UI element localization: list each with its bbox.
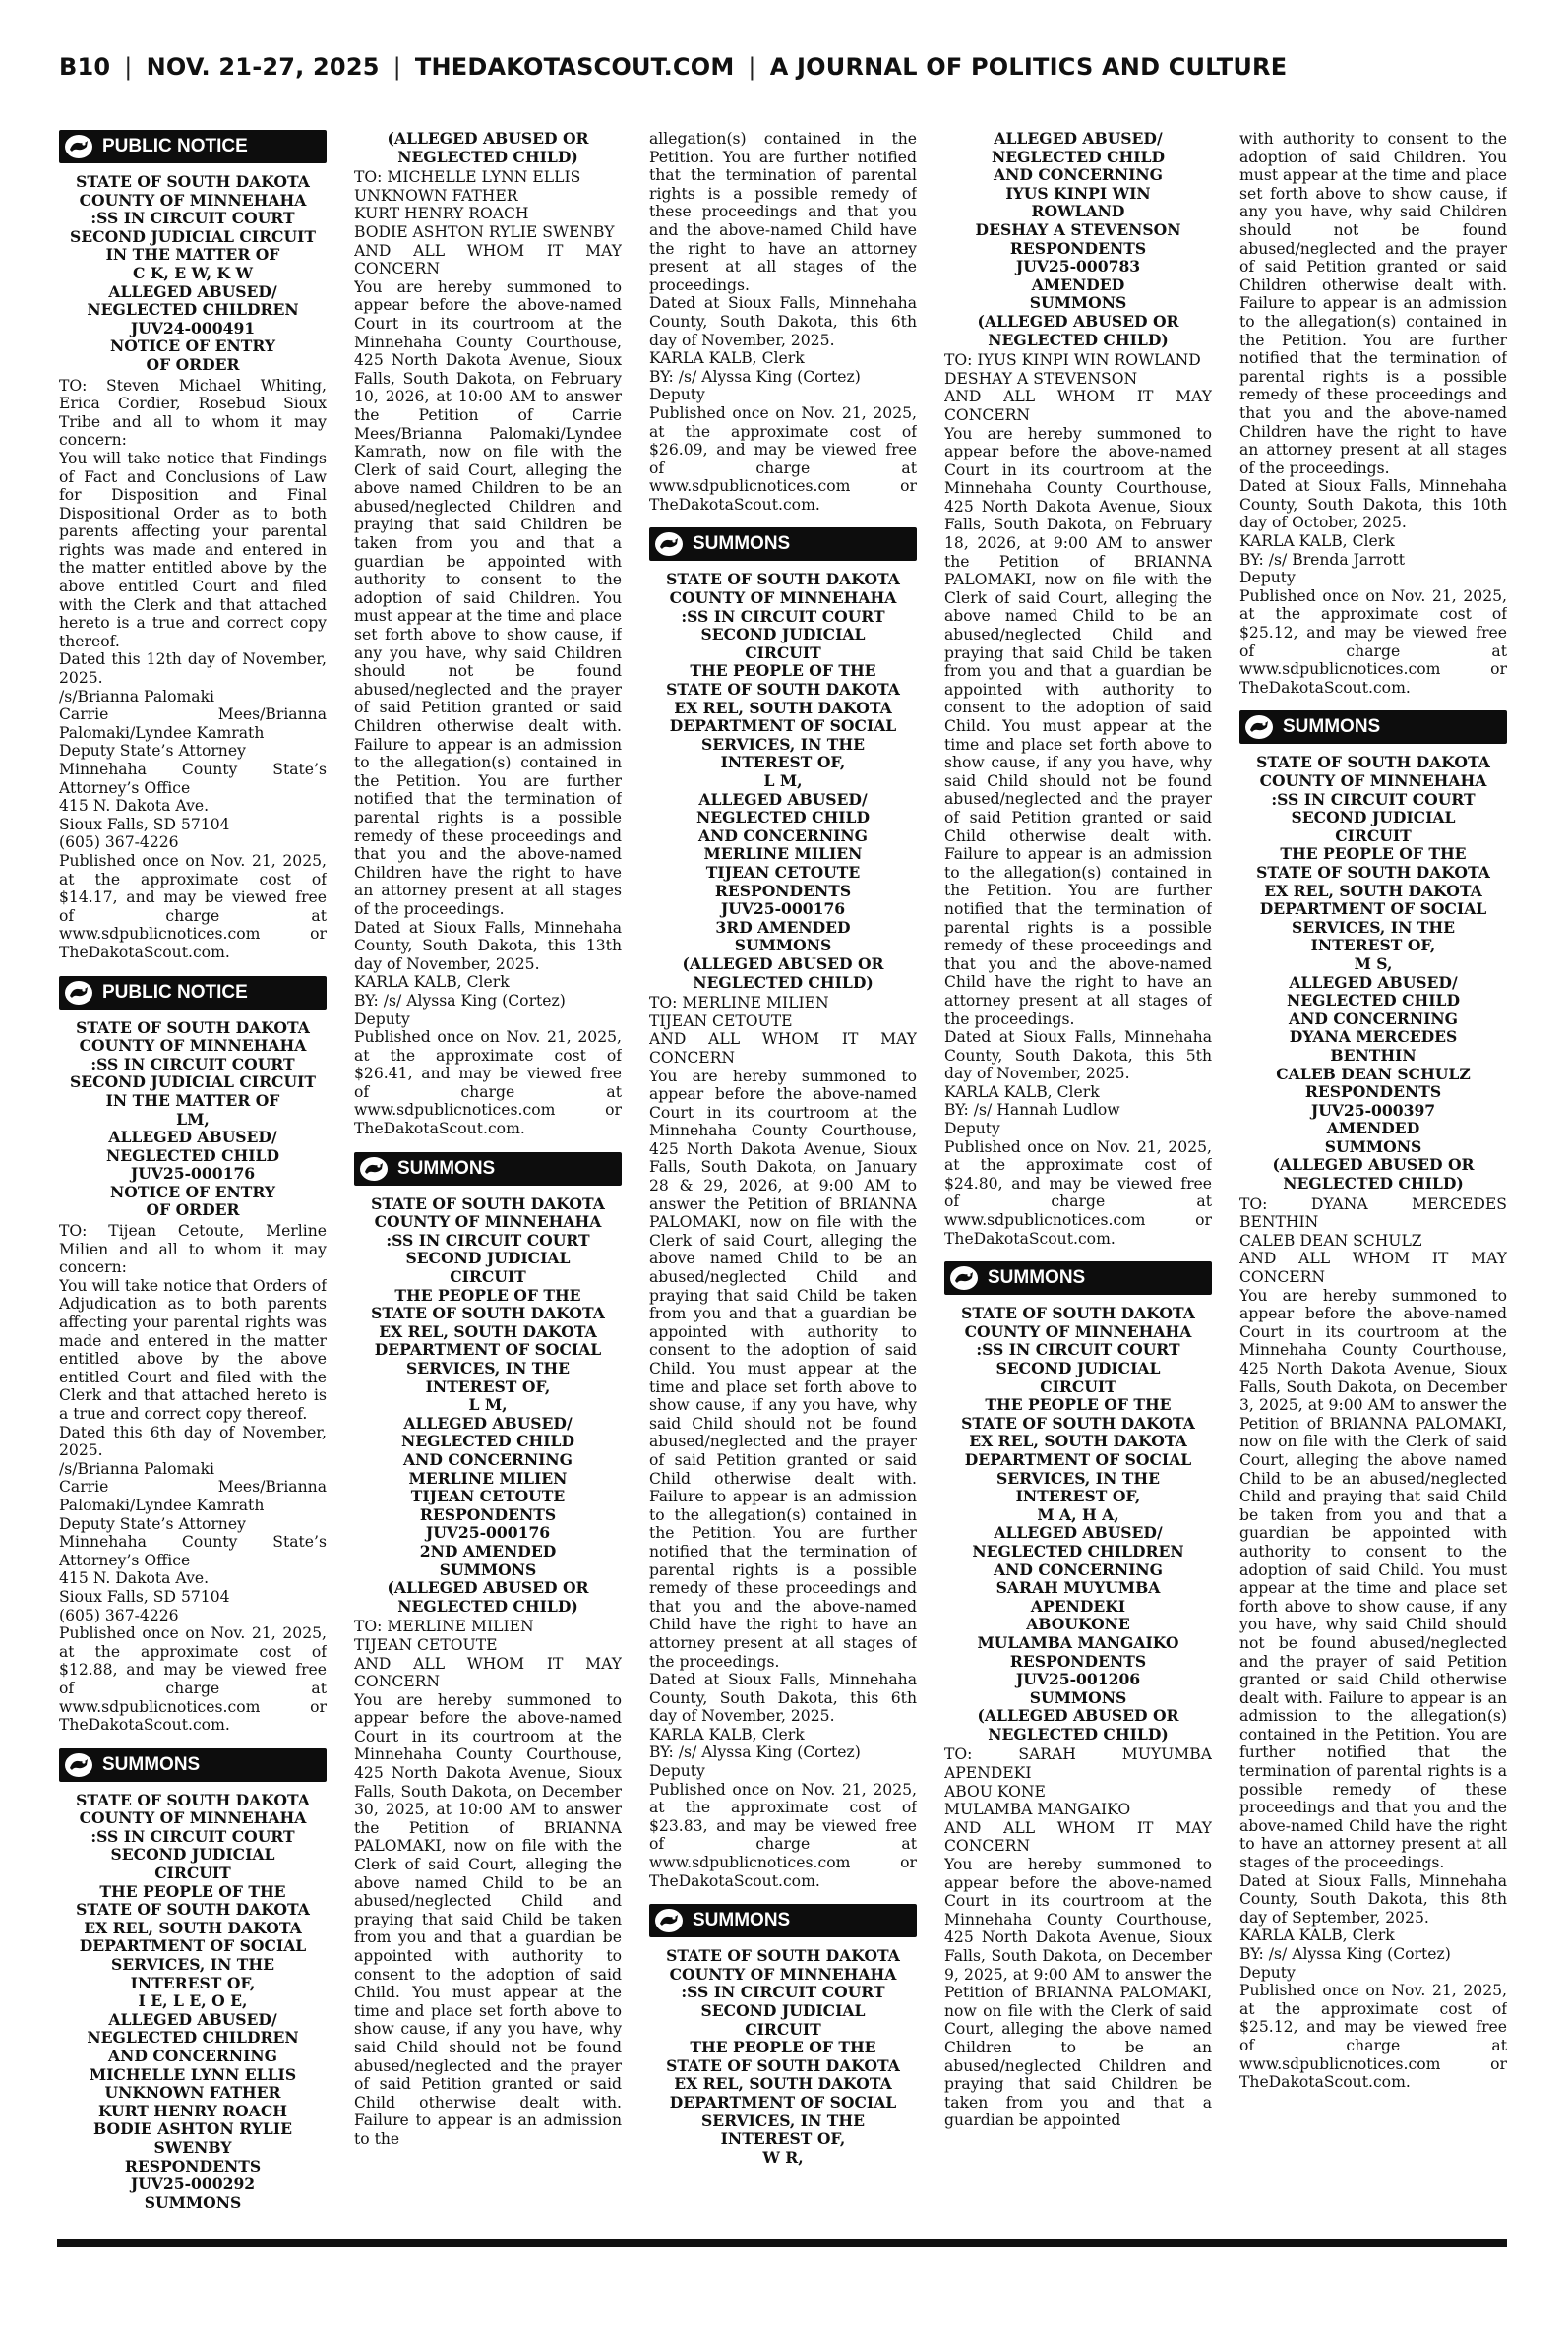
notice-body: TO: SARAH MUYUMBA APENDEKI ABOU KONE MULAMBA MANGAIKO AND ALL WHOM IT MAY CONCERN You are hereby summoned to appear before the above-named Court in its courtroom at the Minnehaha County Courthouse, 425 North Dakota Avenue, Sioux Falls, South Dakota, on December 9, 2025, at 9:00 AM to answer the Petition of BRIANNA PALOMAKI, now on file with the Clerk of said Court, alleging the above named Children to be an abused/neglected Children and praying that said Children be taken from you and that a guardian be appointed — [944, 1745, 1212, 2130]
notice-caption: STATE OF SOUTH DAKOTA COUNTY OF MINNEHAHA :SS IN CIRCUIT COURT SECOND JUDICIAL CIRCUIT THE PEOPLE OF THE STATE OF SOUTH DAKOTA EX REL, SOUTH DAKOTA DEPARTMENT OF SOCIAL SERVICES, IN THE INTEREST OF, L M, ALLEGED ABUSED/ NEGLECTED CHILD AND CONCERNING MERLINE MILIEN TIJEAN CETOUTE RESPONDENTS JUV25-000176 3RD AMENDED SUMMONS (ALLEGED ABUSED OR NEGLECTED CHILD) — [666, 570, 900, 992]
legal-notice — [59, 976, 327, 1735]
legal-notice — [59, 130, 327, 962]
notice-header — [944, 1261, 1212, 1295]
legal-notice — [59, 1748, 327, 2213]
notice-caption: ALLEGED ABUSED/ NEGLECTED CHILD AND CONCERNING IYUS KINPI WIN ROWLAND DESHAY A STEVENSON RESPONDENTS JUV25-000783 AMENDED SUMMONS (ALLEGED ABUSED OR NEGLECTED CHILD) — [975, 130, 1181, 349]
notice-caption: STATE OF SOUTH DAKOTA COUNTY OF MINNEHAHA :SS IN CIRCUIT COURT SECOND JUDICIAL CIRCUIT THE PEOPLE OF THE STATE OF SOUTH DAKOTA EX REL, SOUTH DAKOTA DEPARTMENT OF SOCIAL SERVICES, IN THE INTEREST OF, M S, ALLEGED ABUSED/ NEGLECTED CHILD AND CONCERNING DYANA MERCEDES BENTHIN CALEB DEAN SCHULZ RESPONDENTS JUV25-000397 AMENDED SUMMONS (ALLEGED ABUSED OR NEGLECTED CHILD) — [1256, 753, 1490, 1193]
notice-body: TO: Tijean Cetoute, Merline Milien and all to whom it may concern: You will take notice that Orders of Adjudication as to both parents affecting your parental rights was made and entered in the matter entitled above by the above entitled Court and filed with the Clerk and that attached hereto is a true and correct copy thereof. Dated this 6th day of November, 2025. /s/Brianna Palomaki Carrie Mees/Brianna Palomaki/Lyndee Kamrath Deputy State’s Attorney Minnehaha County State’s Attorney’s Office 415 N. Dakota Ave. Sioux Falls, SD 57104 (605) 367-4226 Published once on Nov. 21, 2025, at the approximate cost of $12.88, and may be viewed free of charge at www.sdpublicnotices.com or TheDakotaScout.com. — [59, 1222, 327, 1735]
notice-body: TO: IYUS KINPI WIN ROWLAND DESHAY A STEVENSON AND ALL WHOM IT MAY CONCERN You are hereby summoned to appear before the above-named Court in its courtroom at the Minnehaha County Courthouse, 425 North Dakota Avenue, Sioux Falls, South Dakota, on February 18, 2026, at 9:00 AM to answer the Petition of BRIANNA PALOMAKI, now on file with the Clerk of said Court, alleging the above named Child to be an abused/neglected Child and praying that said Child be taken from you and that a guardian be appointed with authority to consent to the adoption of said Child. You must appear at the time and place set forth above to show cause, if any you have, why said Child should not be found abused/neglected and the prayer of said Petition granted or said Child otherwise dealt with. Failure to appear is an admission to the allegation(s) contained in the Petition. You are further notified that the termination of parental rights is a possible remedy of these proceedings and that you and the above-named Child have the right to have an attorney present at all stages of the proceedings. Dated at Sioux Falls, Minnehaha County, South Dakota, this 5th day of November, 2025. KARLA KALB, Clerk BY: /s/ Hannah Ludlow Deputy Published once on Nov. 21, 2025, at the approximate cost of $24.80, and may be viewed free of charge at www.sdpublicnotices.com or TheDakotaScout.com. — [944, 351, 1212, 1248]
notice-header-label: SUMMONS — [102, 1753, 201, 1775]
notice-caption: STATE OF SOUTH DAKOTA COUNTY OF MINNEHAHA :SS IN CIRCUIT COURT SECOND JUDICIAL CIRCUIT IN THE MATTER OF C K, E W, K W ALLEGED ABUSED/ NEGLECTED CHILDREN JUV24-000491 NOTICE OF ENTRY OF ORDER — [70, 172, 316, 374]
page-number: B10 — [59, 53, 111, 81]
tagline: A JOURNAL OF POLITICS AND CULTURE — [769, 53, 1288, 81]
notice-caption: (ALLEGED ABUSED OR NEGLECTED CHILD) — [387, 130, 589, 166]
scout-logo-icon — [944, 1261, 984, 1295]
notice-header-label: SUMMONS — [988, 1267, 1086, 1289]
masthead-separator: | — [124, 53, 133, 81]
scout-logo-icon — [59, 130, 98, 163]
notice-header-label: SUMMONS — [1283, 716, 1381, 738]
notice-header-label: SUMMONS — [693, 1910, 791, 1931]
column-5 — [1239, 130, 1507, 2224]
notice-header — [649, 527, 917, 561]
notice-columns — [59, 130, 1507, 2224]
notice-caption: STATE OF SOUTH DAKOTA COUNTY OF MINNEHAHA :SS IN CIRCUIT COURT SECOND JUDICIAL CIRCUIT THE PEOPLE OF THE STATE OF SOUTH DAKOTA EX REL, SOUTH DAKOTA DEPARTMENT OF SOCIAL SERVICES, IN THE INTEREST OF, M A, H A, ALLEGED ABUSED/ NEGLECTED CHILDREN AND CONCERNING SARAH MUYUMBA APENDEKI ABOUKONE MULAMBA MANGAIKO RESPONDENTS JUV25-001206 SUMMONS (ALLEGED ABUSED OR NEGLECTED CHILD) — [961, 1304, 1195, 1744]
site-link[interactable]: THEDAKOTASCOUT.COM — [414, 53, 735, 81]
scout-logo-icon — [649, 527, 689, 561]
notice-body: TO: MERLINE MILIEN TIJEAN CETOUTE AND ALL WHOM IT MAY CONCERN You are hereby summoned to appear before the above-named Court in its courtroom at the Minnehaha County Courthouse, 425 North Dakota Avenue, Sioux Falls, South Dakota, on January 28 & 29, 2026, at 9:00 AM to answer the Petition of BRIANNA PALOMAKI, now on file with the Clerk of said Court, alleging the above named Child to be an abused/neglected Child and praying that said Child be taken from you and that a guardian be appointed with authority to consent to the adoption of said Child. You must appear at the time and place set forth above to show cause, if any you have, why said Child should not be found abused/neglected and the prayer of said Petition granted or said Child otherwise dealt with. Failure to appear is an admission to the allegation(s) contained in the Petition. You are further notified that the termination of parental rights is a possible remedy of these proceedings and that you and the above-named Child have the right to have an attorney present at all stages of the proceedings. Dated at Sioux Falls, Minnehaha County, South Dakota, this 6th day of November, 2025. KARLA KALB, Clerk BY: /s/ Alyssa King (Cortez) Deputy Published once on Nov. 21, 2025, at the approximate cost of $23.83, and may be viewed free of charge at www.sdpublicnotices.com or TheDakotaScout.com. — [649, 994, 917, 1890]
scout-logo-icon — [59, 976, 98, 1010]
column-3 — [649, 130, 917, 2224]
notice-body: TO: MICHELLE LYNN ELLIS UNKNOWN FATHER KURT HENRY ROACH BODIE ASHTON RYLIE SWENBY AND ALL WHOM IT MAY CONCERN You are hereby summoned to appear before the above-named Court in its courtroom at the Minnehaha County Courthouse, 425 North Dakota Avenue, Sioux Falls, South Dakota, on February 10, 2026, at 10:00 AM to answer the Petition of Carrie Mees/Brianna Palomaki/Lyndee Kamrath, now on file with the Clerk of said Court, alleging the above named Children to be an abused/neglected Children and praying that said Children be taken from you and that a guardian be appointed with authority to consent to the adoption of said Children. You must appear at the time and place set forth above to show cause, if any you have, why said Children should not be found abused/neglected and the prayer of said Petition granted or said Children otherwise dealt with. Failure to appear is an admission to the allegation(s) contained in the Petition. You are further notified that the termination of parental rights is a possible remedy of these proceedings and that you and the above-named Children have the right to have an attorney present at all stages of the proceedings. Dated at Sioux Falls, Minnehaha County, South Dakota, this 13th day of November, 2025. KARLA KALB, Clerk BY: /s/ Alyssa King (Cortez) Deputy Published once on Nov. 21, 2025, at the approximate cost of $26.41, and may be viewed free of charge at www.sdpublicnotices.com or TheDakotaScout.com. — [354, 168, 622, 1138]
column-4 — [944, 130, 1212, 2224]
notice-body: TO: Steven Michael Whiting, Erica Cordier, Rosebud Sioux Tribe and all to whom it may concern: You will take notice that Findings of Fact and Conclusions of Law for Disposition and Final Dispositional Order as to both parents affecting your parental rights was made and entered in the matter entitled above by the above entitled Court and filed with the Clerk and that attached hereto is a true and correct copy thereof. Dated this 12th day of November, 2025. /s/Brianna Palomaki Carrie Mees/Brianna Palomaki/Lyndee Kamrath Deputy State’s Attorney Minnehaha County State’s Attorney’s Office 415 N. Dakota Ave. Sioux Falls, SD 57104 (605) 367-4226 Published once on Nov. 21, 2025, at the approximate cost of $14.17, and may be viewed free of charge at www.sdpublicnotices.com or TheDakotaScout.com. — [59, 376, 327, 961]
notice-body: TO: MERLINE MILIEN TIJEAN CETOUTE AND ALL WHOM IT MAY CONCERN You are hereby summoned to appear before the above-named Court in its courtroom at the Minnehaha County Courthouse, 425 North Dakota Avenue, Sioux Falls, South Dakota, on December 30, 2025, at 10:00 AM to answer the Petition of BRIANNA PALOMAKI, now on file with the Clerk of said Court, alleging the above named Child to be an abused/neglected Child and praying that said Child be taken from you and that a guardian be appointed with authority to consent to the adoption of said Child. You must appear at the time and place set forth above to show cause, if any you have, why said Child should not be found abused/neglected and the prayer of said Petition granted or said Child otherwise dealt with. Failure to appear is an admission to the — [354, 1618, 622, 2148]
scout-logo-icon — [59, 1748, 98, 1782]
notice-caption: STATE OF SOUTH DAKOTA COUNTY OF MINNEHAHA :SS IN CIRCUIT COURT SECOND JUDICIAL CIRCUIT THE PEOPLE OF THE STATE OF SOUTH DAKOTA EX REL, SOUTH DAKOTA DEPARTMENT OF SOCIAL SERVICES, IN THE INTEREST OF, L M, ALLEGED ABUSED/ NEGLECTED CHILD AND CONCERNING MERLINE MILIEN TIJEAN CETOUTE RESPONDENTS JUV25-000176 2ND AMENDED SUMMONS (ALLEGED ABUSED OR NEGLECTED CHILD) — [371, 1193, 605, 1616]
notice-header — [354, 1152, 622, 1186]
notice-header-label: PUBLIC NOTICE — [102, 136, 248, 156]
notice-header-label: SUMMONS — [693, 533, 791, 555]
notice-header — [1239, 710, 1507, 744]
notice-caption: STATE OF SOUTH DAKOTA COUNTY OF MINNEHAHA :SS IN CIRCUIT COURT SECOND JUDICIAL CIRCUIT THE PEOPLE OF THE STATE OF SOUTH DAKOTA EX REL, SOUTH DAKOTA DEPARTMENT OF SOCIAL SERVICES, IN THE INTEREST OF, I E, L E, O E, ALLEGED ABUSED/ NEGLECTED CHILDREN AND CONCERNING MICHELLE LYNN ELLIS UNKNOWN FATHER KURT HENRY ROACH BODIE ASHTON RYLIE SWENBY RESPONDENTS JUV25-000292 SUMMONS — [76, 1790, 310, 2212]
notice-header — [59, 976, 327, 1010]
column-2 — [354, 130, 622, 2224]
legal-notice — [354, 1152, 622, 2149]
legal-notice — [649, 130, 917, 514]
masthead-separator: | — [748, 53, 756, 81]
issue-date: NOV. 21-27, 2025 — [146, 53, 380, 81]
notice-caption: STATE OF SOUTH DAKOTA COUNTY OF MINNEHAHA :SS IN CIRCUIT COURT SECOND JUDICIAL CIRCUIT THE PEOPLE OF THE STATE OF SOUTH DAKOTA EX REL, SOUTH DAKOTA DEPARTMENT OF SOCIAL SERVICES, IN THE INTEREST OF, W R, — [666, 1946, 900, 2167]
masthead-separator: | — [392, 53, 401, 81]
notice-header — [59, 130, 327, 163]
notice-header — [649, 1904, 917, 1937]
bottom-rule — [57, 2239, 1507, 2247]
notice-header-label: PUBLIC NOTICE — [102, 981, 248, 1003]
scout-logo-icon — [354, 1152, 393, 1186]
legal-notice — [649, 527, 917, 1890]
legal-notice — [944, 1261, 1212, 2130]
legal-notice — [354, 130, 622, 1138]
notice-header — [59, 1748, 327, 1782]
scout-logo-icon — [1239, 710, 1279, 744]
legal-notice — [649, 1904, 917, 2167]
legal-notice — [1239, 710, 1507, 2091]
notice-body: TO: DYANA MERCEDES BENTHIN CALEB DEAN SCHULZ AND ALL WHOM IT MAY CONCERN You are hereby summoned to appear before the above-named Court in its courtroom at the Minnehaha County Courthouse, 425 North Dakota Avenue, Sioux Falls, South Dakota, on December 3, 2025, at 9:00 AM to answer the Petition of BRIANNA PALOMAKI, now on file with the Clerk of said Court, alleging the above named Child to be an abused/neglected Child and praying that said Child be taken from you and that a guardian be appointed with authority to consent to the adoption of said Child. You must appear at the time and place set forth above to show cause, if any you have, why said Child should not be found abused/neglected and the prayer of said Petition granted or said Child otherwise dealt with. Failure to appear is an admission to the allegation(s) contained in the Petition. You are further notified that the termination of parental rights is a possible remedy of these proceedings and that you and the above-named Child have the right to have an attorney present at all stages of the proceedings. Dated at Sioux Falls, Minnehaha County, South Dakota, this 8th day of September, 2025. KARLA KALB, Clerk BY: /s/ Alyssa King (Cortez) Deputy Published once on Nov. 21, 2025, at the approximate cost of $25.12, and may be viewed free of charge at www.sdpublicnotices.com or TheDakotaScout.com. — [1239, 1194, 1507, 2092]
legal-notice — [944, 130, 1212, 1248]
column-1 — [59, 130, 327, 2224]
masthead — [59, 47, 1515, 87]
notice-header-label: SUMMONS — [397, 1157, 496, 1179]
notice-body: with authority to consent to the adoption of said Children. You must appear at the time and place set forth above to show cause, if any you have, why said Children should not be found abused/neglected and the prayer of said Petition granted or said Children otherwise dealt with. Failure to appear is an admission to the allegation(s) contained in the Petition. You are further notified that the termination of parental rights is a possible remedy of these proceedings and that you and the above-named Children have the right to have an attorney present at all stages of the proceedings. Dated at Sioux Falls, Minnehaha County, South Dakota, this 10th day of October, 2025. KARLA KALB, Clerk BY: /s/ Brenda Jarrott Deputy Published once on Nov. 21, 2025, at the approximate cost of $25.12, and may be viewed free of charge at www.sdpublicnotices.com or TheDakotaScout.com. — [1239, 130, 1507, 697]
notice-body: allegation(s) contained in the Petition. You are further notified that the termination of parental rights is a possible remedy of these proceedings and that you and the above-named Child have the right to have an attorney present at all stages of the proceedings. Dated at Sioux Falls, Minnehaha County, South Dakota, this 6th day of November, 2025. KARLA KALB, Clerk BY: /s/ Alyssa King (Cortez) Deputy Published once on Nov. 21, 2025, at the approximate cost of $26.09, and may be viewed free of charge at www.sdpublicnotices.com or TheDakotaScout.com. — [649, 130, 917, 514]
scout-logo-icon — [649, 1904, 689, 1937]
notice-caption: STATE OF SOUTH DAKOTA COUNTY OF MINNEHAHA :SS IN CIRCUIT COURT SECOND JUDICIAL CIRCUIT IN THE MATTER OF LM, ALLEGED ABUSED/ NEGLECTED CHILD JUV25-000176 NOTICE OF ENTRY OF ORDER — [70, 1017, 316, 1220]
legal-notice — [1239, 130, 1507, 697]
